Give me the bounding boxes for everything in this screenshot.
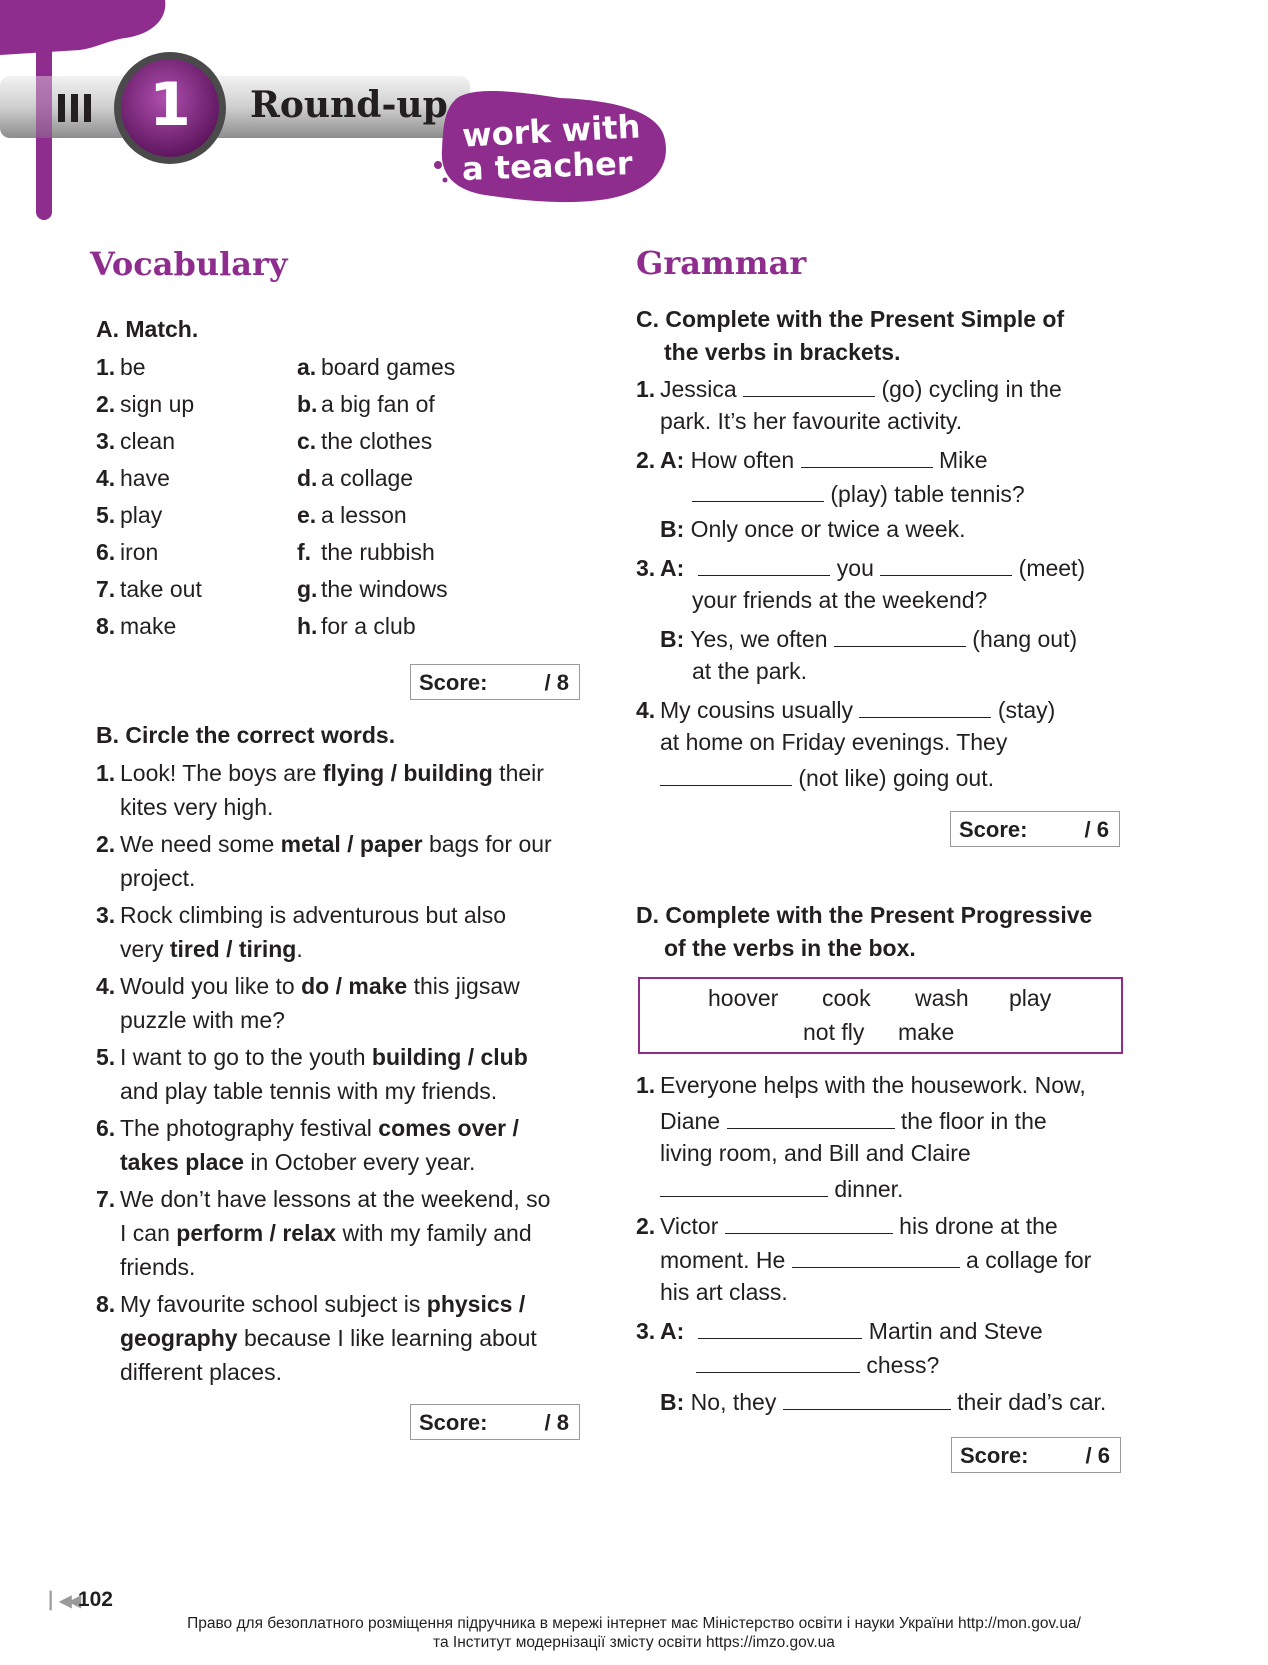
item-text: Everyone helps with the housework. Now, [660,1072,1086,1098]
item-number: 1. [96,354,116,380]
b-item-8[interactable] [96,1291,525,1318]
item-text: Martin and Steve [868,1318,1043,1344]
word-wash: wash [915,985,969,1011]
heading-line: the verbs in brackets. [664,339,901,365]
b-item-7-cont[interactable] [120,1220,532,1247]
c-item-1-cont: park. It’s her favourite activity. [660,408,963,434]
choice-options[interactable]: do / make [301,973,408,999]
answer-blank[interactable] [743,374,875,397]
item-number: 3. [636,1318,656,1344]
match-left-item [96,354,146,388]
d-item-2-cont2: his art class. [660,1279,788,1305]
choice-options[interactable]: comes over / [378,1115,519,1141]
d-item-1-cont3 [660,1174,903,1203]
answer-blank[interactable] [792,1245,960,1268]
item-number: 7. [96,576,116,602]
item-text: for a club [321,613,416,639]
item-text: dinner. [834,1176,904,1202]
b-item-3 [96,902,506,929]
item-text: (hang out) [972,626,1078,652]
score-box-d[interactable] [951,1437,1121,1473]
answer-blank[interactable] [725,1211,893,1234]
b-item-5-cont: and play table tennis with my friends. [120,1078,498,1104]
item-text: his drone at the [899,1213,1058,1239]
answer-blank[interactable] [859,695,991,718]
answer-blank[interactable] [696,1350,860,1373]
b-item-4[interactable] [96,973,520,1000]
item-text: I want to go to the youth [120,1044,372,1070]
item-text: with my family and [336,1220,532,1246]
item-text: have [120,465,170,491]
item-number: 5. [96,1044,116,1070]
score-label: Score: [419,670,488,695]
section-b-heading: B. Circle the correct words. [96,722,396,748]
choice-options[interactable]: geography [120,1325,238,1351]
item-text: Mike [939,447,988,473]
match-right-item [297,391,435,425]
choice-options[interactable]: tired / tiring [169,936,297,962]
match-left-item [96,613,176,647]
score-value: / 8 [544,1410,569,1435]
word-hoover: hoover [708,985,779,1011]
match-right-item [297,428,432,462]
word-cook: cook [822,985,871,1011]
answer-blank[interactable] [834,624,966,647]
item-text: make [120,613,177,639]
item-number: 4. [96,465,116,491]
match-left-item [96,391,194,425]
score-box-a[interactable] [410,664,580,700]
match-left-item [96,539,158,573]
c-item-3-cont: your friends at the weekend? [692,587,988,613]
answer-blank[interactable] [727,1106,895,1129]
item-text: the windows [321,576,448,602]
d-item-2 [636,1211,1058,1240]
item-text: take out [120,576,202,602]
speaker-label: A: [660,555,685,581]
c-item-4-cont2 [660,763,994,792]
item-text: No, they [690,1389,777,1415]
page-number [50,1588,113,1612]
vocabulary-title: Vocabulary [90,245,288,283]
b-item-6[interactable] [96,1115,519,1142]
item-letter: b. [297,391,318,417]
item-text: their [492,760,544,786]
b-item-8-cont[interactable] [120,1325,537,1352]
answer-blank[interactable] [692,479,824,502]
score-label: Score: [960,1443,1029,1468]
item-text: play [120,502,163,528]
speaker-label: B: [660,516,685,542]
item-text: a lesson [321,502,407,528]
page-number-text: 102 [77,1588,113,1611]
c-item-2-cont [692,479,1025,508]
item-number: 1. [636,376,656,402]
c-item-2 [636,445,988,474]
b-item-1[interactable] [96,760,544,787]
item-text: clean [120,428,175,454]
d-item-3 [636,1316,1043,1345]
section-d-heading [636,899,1092,965]
match-left-item [96,502,162,536]
section-a-heading: A. Match. [96,316,199,342]
choice-options[interactable]: takes place [120,1149,245,1175]
answer-blank[interactable] [698,553,830,576]
speaker-label: A: [660,447,685,473]
item-text: The photography festival [120,1115,379,1141]
item-letter: c. [297,428,317,454]
b-item-4-cont: puzzle with me? [120,1007,285,1033]
choice-options[interactable]: physics / [426,1291,526,1317]
word-play: play [1009,985,1052,1011]
word-not-fly: not fly [803,1019,865,1045]
item-number: 6. [96,539,116,565]
rights-notice [0,1614,1268,1652]
item-number: 5. [96,502,116,528]
badge-line-1: work with [461,107,642,155]
item-text: We don’t have lessons at the weekend, so [120,1186,551,1212]
heading-line: D. Complete with the Present Progressive [636,902,1093,928]
answer-blank[interactable] [660,1174,828,1197]
item-text: board games [321,354,456,380]
item-number: 3. [636,555,656,581]
score-value: / 8 [544,670,569,695]
item-text: you [836,555,874,581]
item-text: We need some [120,831,281,857]
answer-blank[interactable] [801,445,933,468]
score-value: / 6 [1085,1443,1110,1468]
item-text: (not like) going out. [798,765,995,791]
b-item-2[interactable] [96,831,552,858]
item-number: 2. [96,391,116,417]
score-value: / 6 [1084,817,1109,842]
word-box [638,977,1123,1054]
item-number: 7. [96,1186,116,1212]
c-item-3-b-cont: at the park. [692,658,808,684]
d-item-1-cont2: living room, and Bill and Claire [660,1140,971,1166]
item-number: 2. [96,831,116,857]
item-text: Victor [660,1213,719,1239]
speaker-label: B: [660,626,685,652]
item-letter: d. [297,465,318,491]
item-text: be [120,354,146,380]
score-box-c[interactable] [950,811,1120,847]
c-item-3 [636,553,1085,582]
answer-blank[interactable] [698,1316,862,1339]
item-number: 6. [96,1115,116,1141]
c-item-2-b [660,516,966,543]
item-text: sign up [120,391,195,417]
item-text: very [120,936,170,962]
item-number: 1. [96,760,116,786]
d-item-3-cont [696,1350,939,1379]
b-item-8-cont2: different places. [120,1359,282,1385]
item-text: Would you like to [120,973,302,999]
item-text: (meet) [1018,555,1086,581]
section-c-heading [636,303,1064,369]
item-text: Look! The boys are [120,760,323,786]
choice-options[interactable]: flying / building [322,760,493,786]
item-text: because I like learning about [237,1325,537,1351]
item-letter: h. [297,613,318,639]
heading-line: C. Complete with the Present Simple of [636,306,1065,332]
badge-line-2: a teacher [461,144,634,188]
item-number: 2. [636,447,656,473]
c-item-3-b [660,624,1077,653]
match-left-item [96,428,175,462]
b-item-2-cont: project. [120,865,196,891]
item-text: (go) cycling in the [881,376,1062,402]
item-letter: a. [297,354,317,380]
item-number: 3. [96,902,116,928]
page-title: Round-up [250,84,448,126]
score-label: Score: [959,817,1028,842]
item-text: their dad’s car. [957,1389,1107,1415]
item-letter: f. [297,539,312,565]
word-make: make [898,1019,955,1045]
match-left-item [96,576,202,610]
answer-blank[interactable] [880,553,1012,576]
score-label: Score: [419,1410,488,1435]
item-text: Only once or twice a week. [690,516,966,542]
speaker-label: B: [660,1389,685,1415]
item-text: in October every year. [244,1149,476,1175]
choice-options[interactable]: building / club [371,1044,528,1070]
item-text: My cousins usually [660,697,854,723]
match-right-item [297,465,413,499]
b-item-3-cont[interactable] [120,936,303,963]
item-text: Yes, we often [690,626,828,652]
item-number: 1. [636,1072,656,1098]
match-right-item [297,613,416,647]
item-text: Jessica [660,376,737,402]
grammar-title: Grammar [636,244,807,282]
match-right-item [297,502,407,536]
item-text: a big fan of [321,391,435,417]
item-number: 4. [636,697,656,723]
item-text: the clothes [321,428,433,454]
item-number: 2. [636,1213,656,1239]
back-arrows-icon: ▏◀◀ [50,1593,78,1610]
b-item-7 [96,1186,550,1213]
rights-line: Право для безоплатного розміщення підручника в мережі інтернет має Міністерство освіти і науки України http://mon.gov.ua/ [187,1615,1081,1632]
item-text: this jigsaw [407,973,520,999]
unit-number: 1 [149,70,191,140]
match-right-item [297,354,455,388]
item-text: Rock climbing is adventurous but also [120,902,507,928]
item-text: Diane [660,1108,721,1134]
d-item-3-b [660,1387,1106,1416]
item-text: chess? [866,1352,940,1378]
match-right-item [297,539,435,573]
item-text: the rubbish [321,539,435,565]
rights-line: та Інститут модернізації змісту освіти https://imzo.gov.ua [433,1634,835,1651]
b-item-7-cont2: friends. [120,1254,196,1280]
item-letter: e. [297,502,317,528]
c-item-4 [636,695,1055,724]
item-text: a collage for [966,1247,1092,1273]
item-text: My favourite school subject is [120,1291,427,1317]
item-text: (stay) [997,697,1056,723]
b-item-6-cont[interactable] [120,1149,475,1176]
item-text: a collage [321,465,414,491]
item-text: . [296,936,303,962]
item-text: (play) table tennis? [830,481,1025,507]
choice-options[interactable]: metal / paper [280,831,423,857]
item-number: 8. [96,1291,116,1317]
b-item-1-cont: kites very high. [120,794,274,820]
heading-line: of the verbs in the box. [664,935,916,961]
answer-blank[interactable] [660,763,792,786]
c-item-1 [636,374,1062,403]
item-number: 4. [96,973,116,999]
item-number: 3. [96,428,116,454]
item-letter: g. [297,576,318,602]
item-text: moment. He [660,1247,786,1273]
answer-blank[interactable] [783,1387,951,1410]
d-item-1-cont [660,1106,1047,1135]
match-right-item [297,576,448,610]
item-text: How often [690,447,795,473]
speaker-label: A: [660,1318,685,1344]
item-text: I can [120,1220,177,1246]
match-left-item [96,465,170,499]
item-text: bags for our [422,831,552,857]
b-item-5[interactable] [96,1044,528,1071]
item-text: the floor in the [900,1108,1047,1134]
d-item-1 [636,1072,1086,1099]
c-item-4-cont: at home on Friday evenings. They [660,729,1008,755]
score-box-b[interactable] [410,1404,580,1440]
item-text: iron [120,539,159,565]
choice-options[interactable]: perform / relax [176,1220,337,1246]
item-number: 8. [96,613,116,639]
d-item-2-cont [660,1245,1091,1274]
